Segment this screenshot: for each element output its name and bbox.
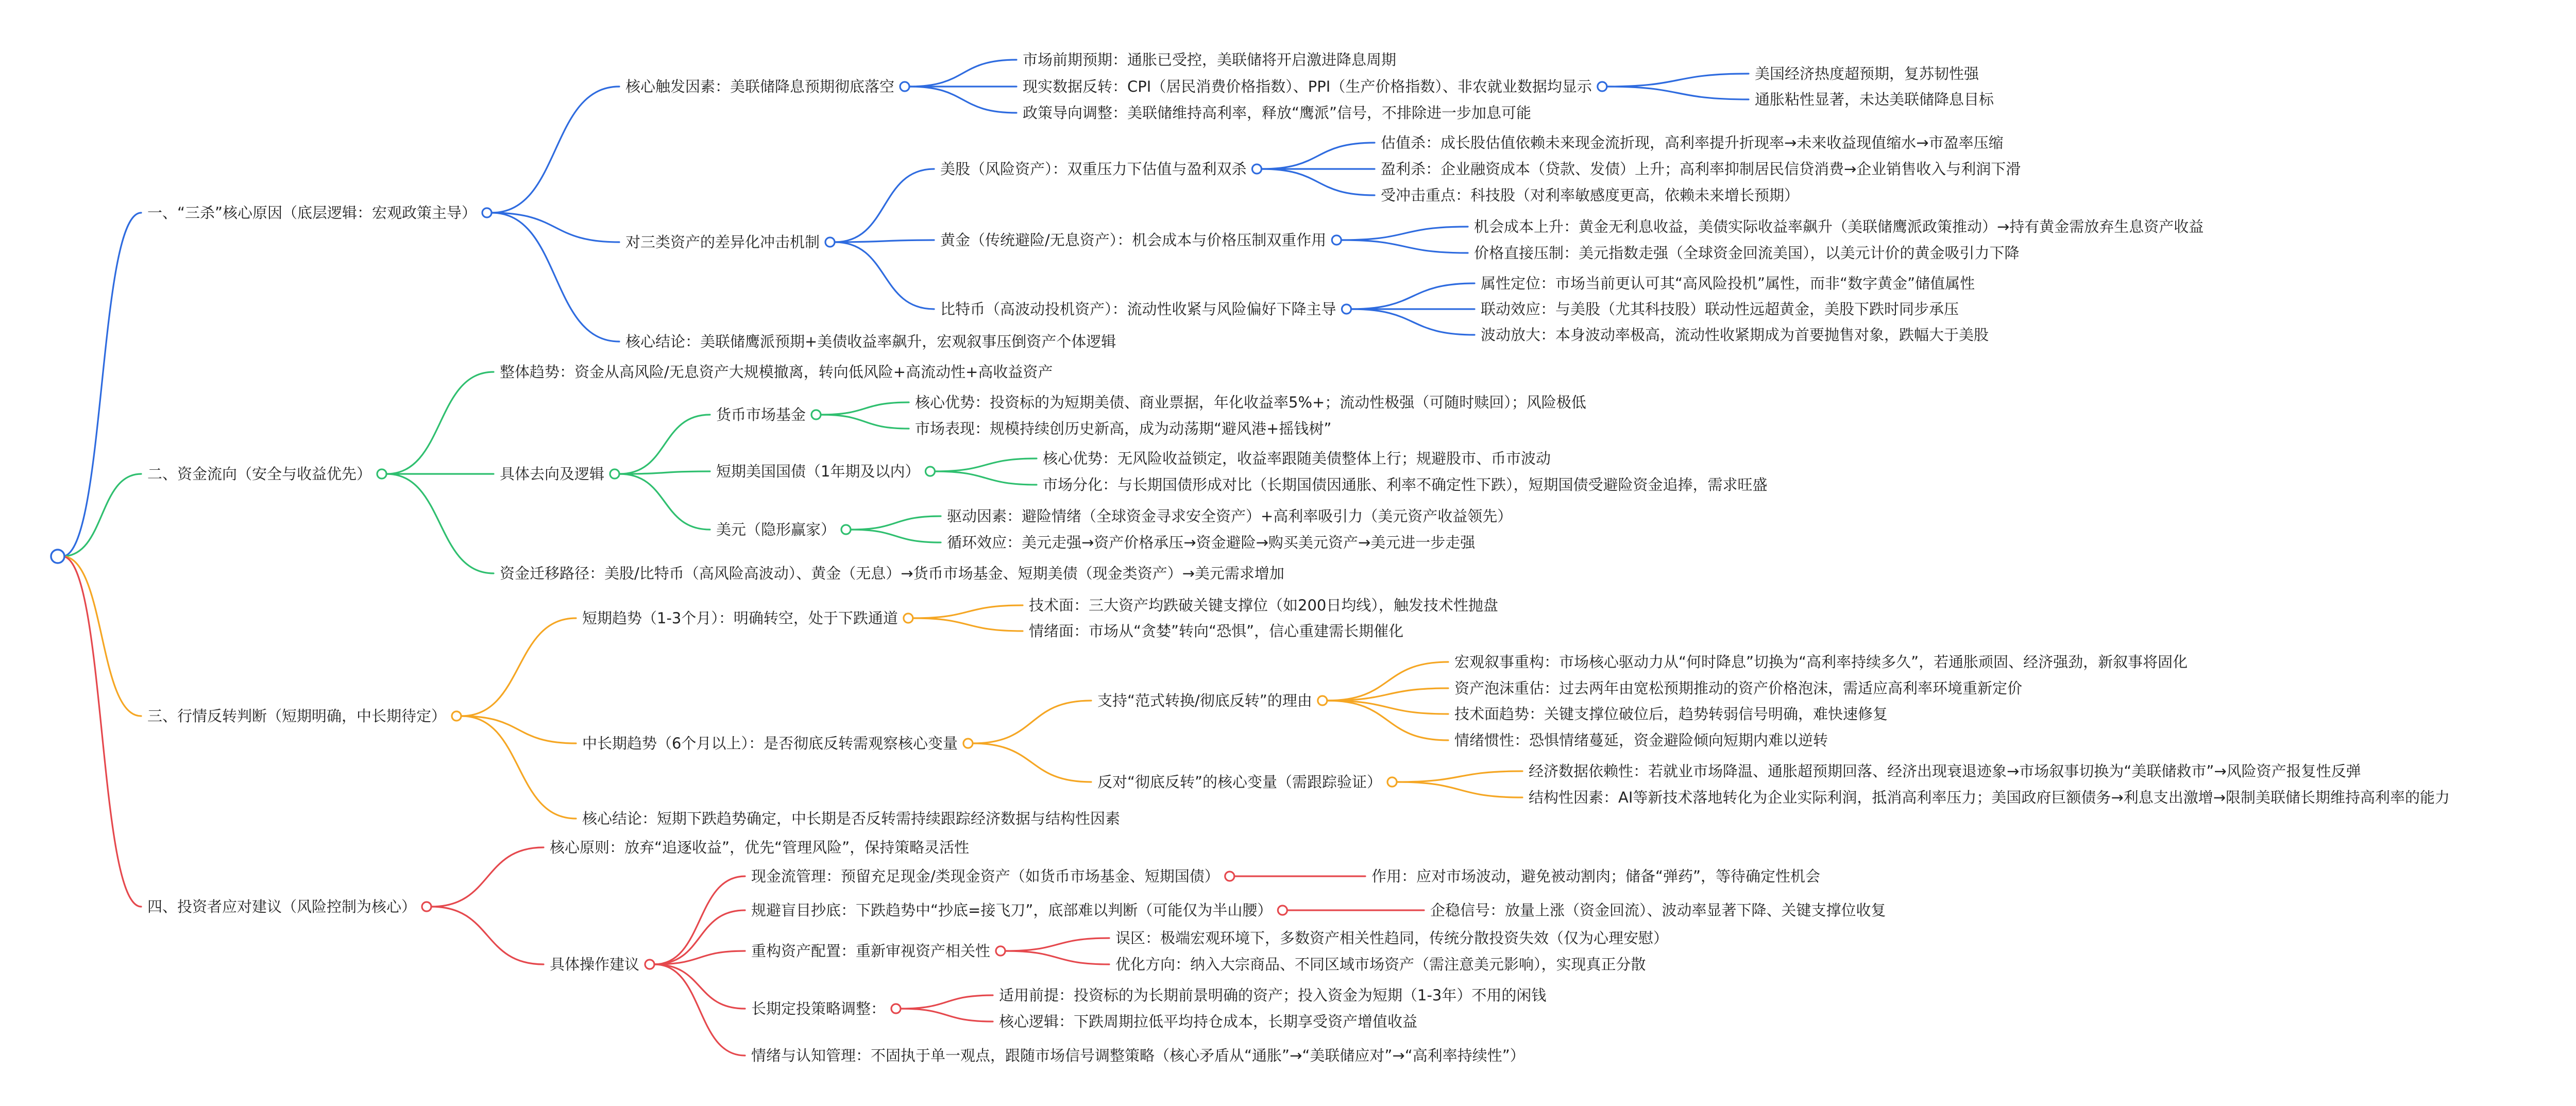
expand-toggle-icon[interactable]	[900, 82, 909, 91]
mindmap-connector	[62, 556, 141, 716]
mindmap-connector	[619, 474, 710, 530]
mindmap-connector	[935, 458, 1037, 471]
expand-toggle-icon[interactable]	[996, 946, 1005, 956]
mindmap-root[interactable]	[51, 550, 64, 563]
node-label[interactable]: 短期美国国债（1年期及以内）	[716, 463, 920, 480]
node-label[interactable]: 市场表现：规模持续创历史新高，成为动荡期“避风港+摇钱树”	[915, 420, 1332, 437]
mindmap-connector	[619, 415, 710, 474]
expand-toggle-icon[interactable]	[891, 1004, 901, 1013]
mindmap-connector	[62, 556, 141, 907]
node-label[interactable]: 资金迁移路径：美股/比特币（高风险高波动）、黄金（无息）→货币市场基金、短期美债（现金类资产）→美元需求增加	[500, 565, 1284, 582]
node-label[interactable]: 技术面趋势：关键支撑位破位后，趋势转弱信号明确，难快速修复	[1454, 705, 1888, 723]
mindmap-connector	[431, 907, 544, 964]
node-label[interactable]: 美元（隐形赢家）	[716, 521, 836, 538]
mindmap-connector	[62, 213, 141, 556]
node-label[interactable]: 核心优势：无风险收益锁定，收益率跟随美债整体上行；规避股市、币市波动	[1043, 450, 1551, 467]
branch-label[interactable]: 一、“三杀”核心原因（底层逻辑：宏观政策主导）	[147, 204, 477, 222]
expand-toggle-icon[interactable]	[1342, 304, 1351, 314]
node-label[interactable]: 情绪与认知管理：不固执于单一观点，跟随市场信号调整策略（核心矛盾从“通胀”→“美联储应对”→“高利率持续性”）	[751, 1047, 1525, 1064]
mindmap-connector	[913, 618, 1023, 631]
mindmap-connector	[654, 964, 745, 1009]
mindmap-connector	[851, 530, 941, 542]
mindmap-connector	[492, 213, 619, 342]
mindmap-connector	[851, 516, 941, 530]
mindmap-connector	[821, 415, 909, 429]
mindmap-connector	[1397, 771, 1522, 782]
node-label[interactable]: 政策导向调整：美联储维持高利率，释放“鹰派”信号，不排除进一步加息可能	[1023, 104, 1532, 122]
expand-toggle-icon[interactable]	[825, 237, 835, 247]
mindmap-connector	[909, 60, 1016, 87]
node-label[interactable]: 市场分化：与长期国债形成对比（长期国债因通胀、利率不确定性下跌），短期国债受避险资金追捧，需求旺盛	[1043, 476, 1768, 494]
mindmap-connector	[1351, 309, 1475, 335]
mindmap-connector	[1005, 938, 1109, 951]
expand-toggle-icon[interactable]	[377, 469, 386, 479]
node-label[interactable]: 属性定位：市场当前更认可其“高风险投机”属性，而非“数字黄金”储值属性	[1481, 275, 1975, 292]
root-node-icon[interactable]	[51, 550, 64, 563]
node-label[interactable]: 核心优势：投资标的为短期美债、商业票据，年化收益率5%+；流动性极强（可随时赎回）；风险极低	[915, 394, 1586, 411]
mindmap-connector	[835, 242, 934, 309]
node-label[interactable]: 市场前期预期：通胀已受控，美联储将开启激进降息周期	[1023, 51, 1397, 69]
node-label[interactable]: 对三类资产的差异化冲击机制	[625, 233, 820, 251]
node-label[interactable]: 美股（风险资产）：双重压力下估值与盈利双杀	[940, 160, 1247, 178]
mindmap-connector	[62, 474, 141, 556]
node-label[interactable]: 支持“范式转换/彻底反转”的理由	[1097, 692, 1312, 709]
node-label[interactable]: 技术面：三大资产均跌破关键支撑位（如200日均线），触发技术性抛盘	[1029, 597, 1498, 614]
node-label[interactable]: 误区：极端宏观环境下，多数资产相关性趋同，传统分散投资失效（仅为心理安慰）	[1115, 929, 1669, 947]
mindmap-connector	[386, 372, 494, 474]
expand-toggle-icon[interactable]	[1387, 777, 1397, 787]
node-label[interactable]: 受冲击重点：科技股（对利率敏感度更高，依赖未来增长预期）	[1381, 186, 1800, 204]
node-label[interactable]: 波动放大：本身波动率极高，流动性收紧期成为首要抛售对象，跌幅大于美股	[1481, 326, 1989, 344]
mindmap-connector	[461, 716, 576, 743]
node-label[interactable]: 作用：应对市场波动，避免被动割肉；储备“弹药”，等待确定性机会	[1371, 867, 1821, 885]
node-label[interactable]: 经济数据依赖性：若就业市场降温、通胀超预期回落、经济出现衰退迹象→市场叙事切换为“美联储救市”→风险资产报复性反弹	[1529, 762, 2361, 780]
mindmap-connector	[1607, 74, 1749, 87]
mindmap-connector	[1262, 143, 1375, 169]
mindmap-nodes	[147, 51, 2450, 1064]
node-label[interactable]: 核心结论：美联储鹰派预期+美债收益率飙升，宏观叙事压倒资产个体逻辑	[625, 333, 1116, 350]
node-label[interactable]: 情绪惯性：恐惧情绪蔓延，资金避险倾向短期内难以逆转	[1454, 731, 1828, 749]
node-label[interactable]: 长期定投策略调整：	[751, 1000, 886, 1017]
expand-toggle-icon[interactable]	[811, 410, 821, 419]
expand-toggle-icon[interactable]	[482, 208, 492, 217]
mindmap-connector	[461, 716, 576, 819]
mindmap-connector	[913, 605, 1023, 618]
node-label[interactable]: 价格直接压制：美元指数走强（全球资金回流美国），以美元计价的黄金吸引力下降	[1474, 244, 2020, 262]
node-label[interactable]: 核心触发因素：美联储降息预期彻底落空	[625, 78, 895, 95]
mindmap-connector	[1262, 169, 1375, 195]
node-label[interactable]: 中长期趋势（6个月以上）：是否彻底反转需观察核心变量	[582, 735, 958, 752]
node-label[interactable]: 估值杀：成长股估值依赖未来现金流折现，高利率提升折现率→未来收益现值缩水→市盈率压缩	[1381, 134, 2004, 151]
mindmap-connector	[973, 701, 1091, 743]
branch-label[interactable]: 三、行情反转判断（短期明确，中长期待定）	[147, 707, 447, 725]
mindmap-connector	[821, 402, 909, 415]
node-label[interactable]: 资产泡沫重估：过去两年由宽松预期推动的资产价格泡沫，需适应高利率环境重新定价	[1454, 679, 2023, 697]
expand-toggle-icon[interactable]	[610, 469, 619, 479]
mindmap-connector	[386, 474, 494, 573]
node-label[interactable]: 比特币（高波动投机资产）：流动性收紧与风险偏好下降主导	[940, 300, 1336, 318]
mindmap-connector	[1607, 87, 1749, 99]
node-label[interactable]: 机会成本上升：黄金无利息收益，美债实际收益率飙升（美联储鹰派政策推动）→持有黄金需放弃生息资产收益	[1474, 218, 2204, 235]
expand-toggle-icon[interactable]	[925, 467, 935, 476]
expand-toggle-icon[interactable]	[1225, 872, 1234, 881]
node-label[interactable]: 黄金（传统避险/无息资产）：机会成本与价格压制双重作用	[940, 231, 1327, 249]
mindmap-connector	[1341, 240, 1468, 253]
expand-toggle-icon[interactable]	[1598, 82, 1607, 91]
node-label[interactable]: 循环效应：美元走强→资产价格承压→资金避险→购买美元资产→美元进一步走强	[947, 534, 1476, 551]
mindmap-connector	[901, 1009, 993, 1022]
mindmap-connector	[935, 471, 1037, 485]
expand-toggle-icon[interactable]	[422, 902, 431, 911]
node-label[interactable]: 适用前提：投资标的为长期前景明确的资产；投入资金为短期（1-3年）不用的闲钱	[999, 986, 1547, 1004]
node-label[interactable]: 优化方向：纳入大宗商品、不同区域市场资产（需注意美元影响），实现真正分散	[1115, 956, 1646, 973]
node-label[interactable]: 核心逻辑：下跌周期拉低平均持仓成本，长期享受资产增值收益	[999, 1013, 1418, 1030]
node-label[interactable]: 结构性因素：AI等新技术落地转化为企业实际利润，抵消高利率压力；美国政府巨额债务→利息支出激增→限制美联储长期维持高利率的能力	[1529, 789, 2450, 806]
mindmap-connector	[835, 169, 934, 242]
node-label[interactable]: 宏观叙事重构：市场核心驱动力从“何时降息”切换为“高利率持续多久”，若通胀顽固、经济强劲，新叙事将固化	[1454, 653, 2188, 671]
node-label[interactable]: 核心结论：短期下跌趋势确定，中长期是否反转需持续跟踪经济数据与结构性因素	[582, 810, 1121, 827]
node-label[interactable]: 重构资产配置：重新审视资产相关性	[751, 942, 991, 960]
node-label[interactable]: 核心原则：放弃“追逐收益”，优先“管理风险”，保持策略灵活性	[550, 839, 970, 856]
node-label[interactable]: 短期趋势（1-3个月）：明确转空，处于下跌通道	[582, 609, 898, 627]
branch-label[interactable]: 二、资金流向（安全与收益优先）	[147, 465, 372, 483]
mindmap-connector	[1341, 227, 1468, 240]
expand-toggle-icon[interactable]	[452, 711, 461, 721]
node-label[interactable]: 盈利杀：企业融资成本（贷款、发债）上升；高利率抑制居民信贷消费→企业销售收入与利润下滑	[1381, 160, 2021, 178]
expand-toggle-icon[interactable]	[1252, 164, 1262, 174]
mindmap-connector	[909, 87, 1016, 113]
mindmap-connector	[492, 87, 619, 213]
mindmap-connector	[901, 995, 993, 1009]
node-label[interactable]: 美国经济热度超预期，复苏韧性强	[1755, 65, 1979, 82]
expand-toggle-icon[interactable]	[1278, 906, 1287, 915]
mindmap-connector	[1005, 951, 1109, 964]
expand-toggle-icon[interactable]	[904, 614, 913, 623]
mindmap-connector	[1397, 782, 1522, 797]
node-label[interactable]: 企稳信号：放量上涨（资金回流）、波动率显著下降、关键支撑位收复	[1430, 901, 1886, 919]
node-label[interactable]: 反对“彻底反转”的核心变量（需跟踪验证）	[1097, 773, 1382, 791]
node-label[interactable]: 联动效应：与美股（尤其科技股）联动性远超黄金，美股下跌时同步承压	[1481, 300, 1959, 318]
node-label[interactable]: 驱动因素：避险情绪（全球资金寻求安全资产）+高利率吸引力（美元资产收益领先）	[947, 507, 1513, 525]
branch-label[interactable]: 四、投资者应对建议（风险控制为核心）	[147, 898, 417, 915]
mindmap-connector	[973, 743, 1091, 782]
node-label[interactable]: 情绪面：市场从“贪婪”转向“恐惧”，信心重建需长期催化	[1029, 622, 1404, 640]
mindmap-connector	[1351, 283, 1475, 309]
node-label[interactable]: 具体去向及逻辑	[500, 465, 605, 483]
node-label[interactable]: 现实数据反转：CPI（居民消费价格指数）、PPI（生产价格指数）、非农就业数据均显示	[1023, 78, 1592, 95]
expand-toggle-icon[interactable]	[963, 739, 973, 748]
node-label[interactable]: 具体操作建议	[550, 956, 640, 973]
node-label[interactable]: 通胀粘性显著，未达美联储降息目标	[1755, 91, 1994, 108]
expand-toggle-icon[interactable]	[1318, 696, 1327, 705]
expand-toggle-icon[interactable]	[841, 525, 851, 534]
node-label[interactable]: 现金流管理：预留充足现金/类现金资产（如货币市场基金、短期国债）	[751, 867, 1219, 885]
expand-toggle-icon[interactable]	[645, 960, 654, 969]
mindmap-connector	[431, 847, 544, 907]
expand-toggle-icon[interactable]	[1332, 235, 1341, 245]
mindmap-connector	[461, 618, 576, 716]
node-label[interactable]: 整体趋势：资金从高风险/无息资产大规模撤离，转向低风险+高流动性+高收益资产	[500, 363, 1053, 381]
node-label[interactable]: 规避盲目抄底：下跌趋势中“抄底=接飞刀”，底部难以判断（可能仅为半山腰）	[751, 901, 1273, 919]
mindmap-connector	[654, 964, 745, 1056]
node-label[interactable]: 货币市场基金	[716, 406, 806, 423]
